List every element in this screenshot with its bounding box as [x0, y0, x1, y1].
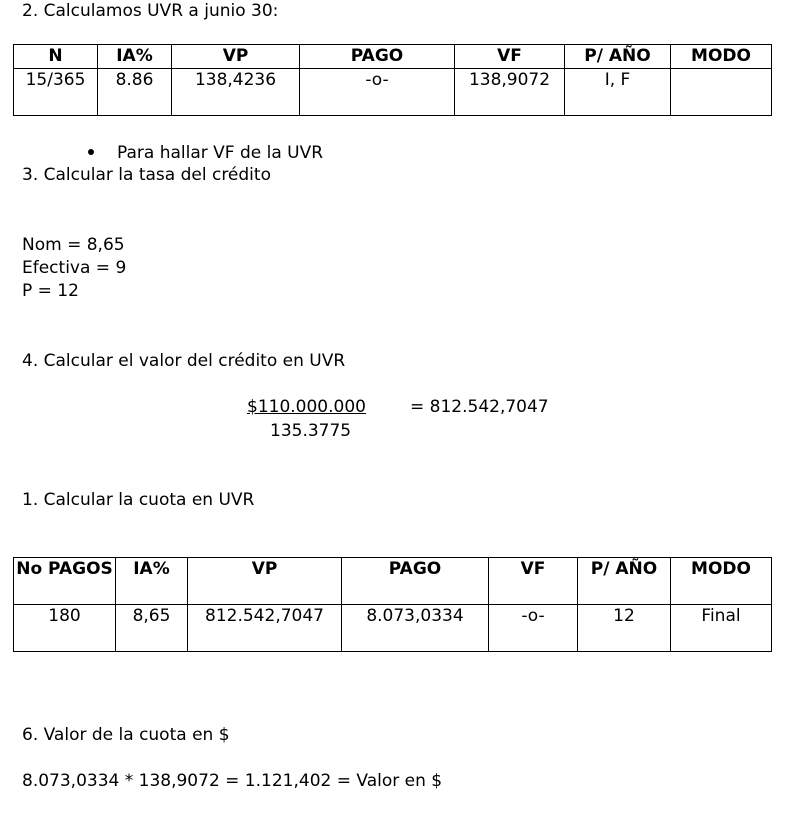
- cell-p-ano: 12: [578, 605, 671, 652]
- cell-pago: 8.073,0334: [342, 605, 489, 652]
- header-vf: VF: [489, 558, 578, 605]
- table-row: [14, 605, 772, 652]
- fraction-denominator: 135.3775: [270, 421, 352, 441]
- bullet-icon: [88, 149, 94, 155]
- cell-pago: -o-: [300, 69, 455, 116]
- header-p-ano: P/ AÑO: [578, 558, 671, 605]
- rate-effective: Efectiva = 9: [22, 258, 127, 278]
- header-p-ano: P/ AÑO: [565, 45, 671, 69]
- header-no-pagos: No PAGOS: [14, 558, 116, 605]
- header-ia: IA%: [98, 45, 172, 69]
- step1-title: 1. Calcular la cuota en UVR: [22, 490, 255, 510]
- cell-vp: 138,4236: [172, 69, 300, 116]
- header-modo: MODO: [671, 45, 772, 69]
- header-modo: MODO: [671, 558, 772, 605]
- fraction-result: = 812.542,7047: [410, 397, 549, 417]
- step4-title: 4. Calcular el valor del crédito en UVR: [22, 351, 346, 371]
- fraction-numerator: $110.000.000: [247, 397, 366, 417]
- table-header-row: [14, 45, 772, 69]
- header-vp: VP: [172, 45, 300, 69]
- cell-modo: [671, 69, 772, 116]
- uvr-table: [13, 44, 772, 116]
- cell-modo: Final: [671, 605, 772, 652]
- bullet-text: Para hallar VF de la UVR: [117, 143, 324, 163]
- step3-title: 3. Calcular la tasa del crédito: [22, 165, 271, 185]
- cell-vf: -o-: [489, 605, 578, 652]
- cell-n: 15/365: [14, 69, 98, 116]
- step2-title: 2. Calculamos UVR a junio 30:: [22, 1, 279, 21]
- header-pago: PAGO: [300, 45, 455, 69]
- header-vp: VP: [188, 558, 342, 605]
- cell-no-pagos: 180: [14, 605, 116, 652]
- step6-title: 6. Valor de la cuota en $: [22, 725, 230, 745]
- rate-nominal: Nom = 8,65: [22, 235, 125, 255]
- header-ia: IA%: [116, 558, 188, 605]
- header-n: N: [14, 45, 98, 69]
- cell-vf: 138,9072: [455, 69, 565, 116]
- cell-vp: 812.542,7047: [188, 605, 342, 652]
- table-header-row: [14, 558, 772, 605]
- rate-periods: P = 12: [22, 281, 79, 301]
- cell-ia: 8,65: [116, 605, 188, 652]
- header-pago: PAGO: [342, 558, 489, 605]
- step6-formula: 8.073,0334 * 138,9072 = 1.121,402 = Valor en $: [22, 771, 443, 791]
- cell-ia: 8.86: [98, 69, 172, 116]
- payment-table: [13, 557, 772, 652]
- cell-p-ano: I, F: [565, 69, 671, 116]
- header-vf: VF: [455, 45, 565, 69]
- table-row: [14, 69, 772, 116]
